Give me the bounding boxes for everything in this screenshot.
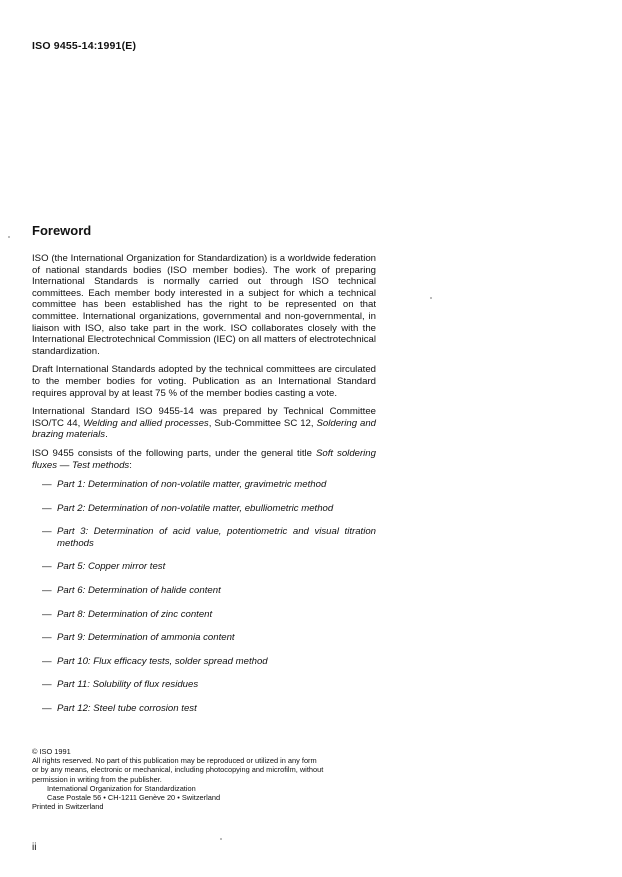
preparation-text-middle: , Sub-Committee SC 12,	[208, 417, 317, 429]
part-number: Part 10:	[57, 655, 91, 667]
scan-speck	[220, 838, 222, 840]
document-identifier: ISO 9455-14:1991(E)	[32, 40, 137, 52]
dash-bullet: —	[42, 632, 52, 644]
part-title: Solubility of flux residues	[92, 679, 199, 691]
part-title: Determination of non-volatile matter, ebulliometric method	[87, 502, 334, 514]
list-item-part-11	[32, 679, 376, 691]
dash-bullet: —	[42, 679, 52, 691]
list-item-part-8	[32, 609, 376, 621]
part-number: Part 8:	[57, 608, 86, 620]
copyright-block	[32, 747, 382, 811]
part-number: Part 1:	[57, 479, 86, 491]
dash-bullet: —	[42, 608, 52, 620]
parts-list	[32, 479, 376, 715]
committee-title: Welding and allied processes	[83, 417, 209, 429]
scan-speck	[8, 236, 10, 238]
part-title: Steel tube corrosion test	[93, 703, 197, 715]
list-item-part-9	[32, 632, 376, 644]
list-item-part-3	[32, 526, 376, 549]
rights-line-2: or by any means, electronic or mechanical, including photocopying and microfilm, without	[32, 765, 324, 775]
foreword-body	[32, 253, 376, 727]
part-number: Part 2:	[57, 502, 86, 514]
part-number: Part 6:	[57, 585, 86, 597]
part-title: Flux efficacy tests, solder spread method	[93, 655, 268, 667]
part-title: Determination of non-volatile matter, gravimetric method	[87, 479, 327, 491]
section-heading: Foreword	[32, 223, 92, 238]
printed-location: Printed in Switzerland	[32, 802, 104, 812]
part-title: Copper mirror test	[87, 561, 166, 573]
paragraph-iso-intro: ISO (the International Organization for Standardization) is a worldwide federation of national standards bodies (ISO member bodies). The work of preparing International Standards is normally carried out through ISO technical committees. Each member body interested in a subject for which a technical committee has been established has the right to be represented on that committee. International organizations, governmental and non-governmental, in liaison with ISO, also take part in the work. ISO collaborates closely with the International Electrotechnical Commission (IEC) on all matters of electrotechnical standardization.	[32, 253, 376, 357]
publisher-address: Case Postale 56 • CH-1211 Genève 20 • Switzerland	[47, 793, 221, 803]
dash-bullet: —	[42, 502, 52, 514]
dash-bullet: —	[42, 585, 52, 597]
part-number: Part 3:	[57, 526, 89, 538]
general-title: Soft soldering fluxes — Test methods	[32, 447, 376, 471]
list-item-part-2	[32, 503, 376, 515]
paragraph-draft-standards: Draft International Standards adopted by the technical committees are circulated to the member bodies for voting. Publication as an International Standard requires approval by at least 75 % of the member bodies casting a vote.	[32, 364, 376, 399]
part-title: Determination of halide content	[87, 585, 221, 597]
parts-intro-end: :	[129, 459, 132, 471]
dash-bullet: —	[42, 703, 52, 715]
page-number: ii	[32, 842, 37, 853]
list-item-part-6	[32, 585, 376, 597]
part-number: Part 5:	[57, 561, 86, 573]
dash-bullet: —	[42, 479, 52, 491]
part-title: Determination of zinc content	[87, 608, 213, 620]
scan-speck	[430, 297, 432, 299]
rights-line-1: All rights reserved. No part of this publication may be reproduced or utilized in any form	[32, 756, 317, 766]
dash-bullet: —	[42, 655, 52, 667]
paragraph-parts-intro	[32, 448, 376, 471]
preparation-text-end: .	[105, 429, 108, 441]
list-item-part-10	[32, 656, 376, 668]
part-number: Part 11:	[57, 679, 90, 691]
preparation-text-start: International Standard ISO 9455-14 was prepared by Technical Committee ISO/TC 44,	[32, 406, 376, 429]
subcommittee-title: Soldering and brazing materials	[32, 417, 376, 441]
part-title: Determination of ammonia content	[87, 632, 235, 644]
dash-bullet: —	[42, 526, 52, 538]
paragraph-preparation	[32, 406, 376, 441]
rights-line-3: permission in writing from the publisher.	[32, 774, 162, 784]
list-item-part-12	[32, 703, 376, 715]
part-title: Determination of acid value, potentiometric and visual titration methods	[57, 526, 377, 549]
list-item-part-1	[32, 479, 376, 491]
publisher-name: International Organization for Standardization	[47, 783, 196, 793]
list-item-part-5	[32, 561, 376, 573]
part-number: Part 9:	[57, 632, 86, 644]
parts-intro-text: ISO 9455 consists of the following parts, under the general title	[32, 447, 316, 459]
copyright-notice: © ISO 1991	[32, 747, 71, 756]
part-number: Part 12:	[57, 703, 91, 715]
dash-bullet: —	[42, 561, 52, 573]
